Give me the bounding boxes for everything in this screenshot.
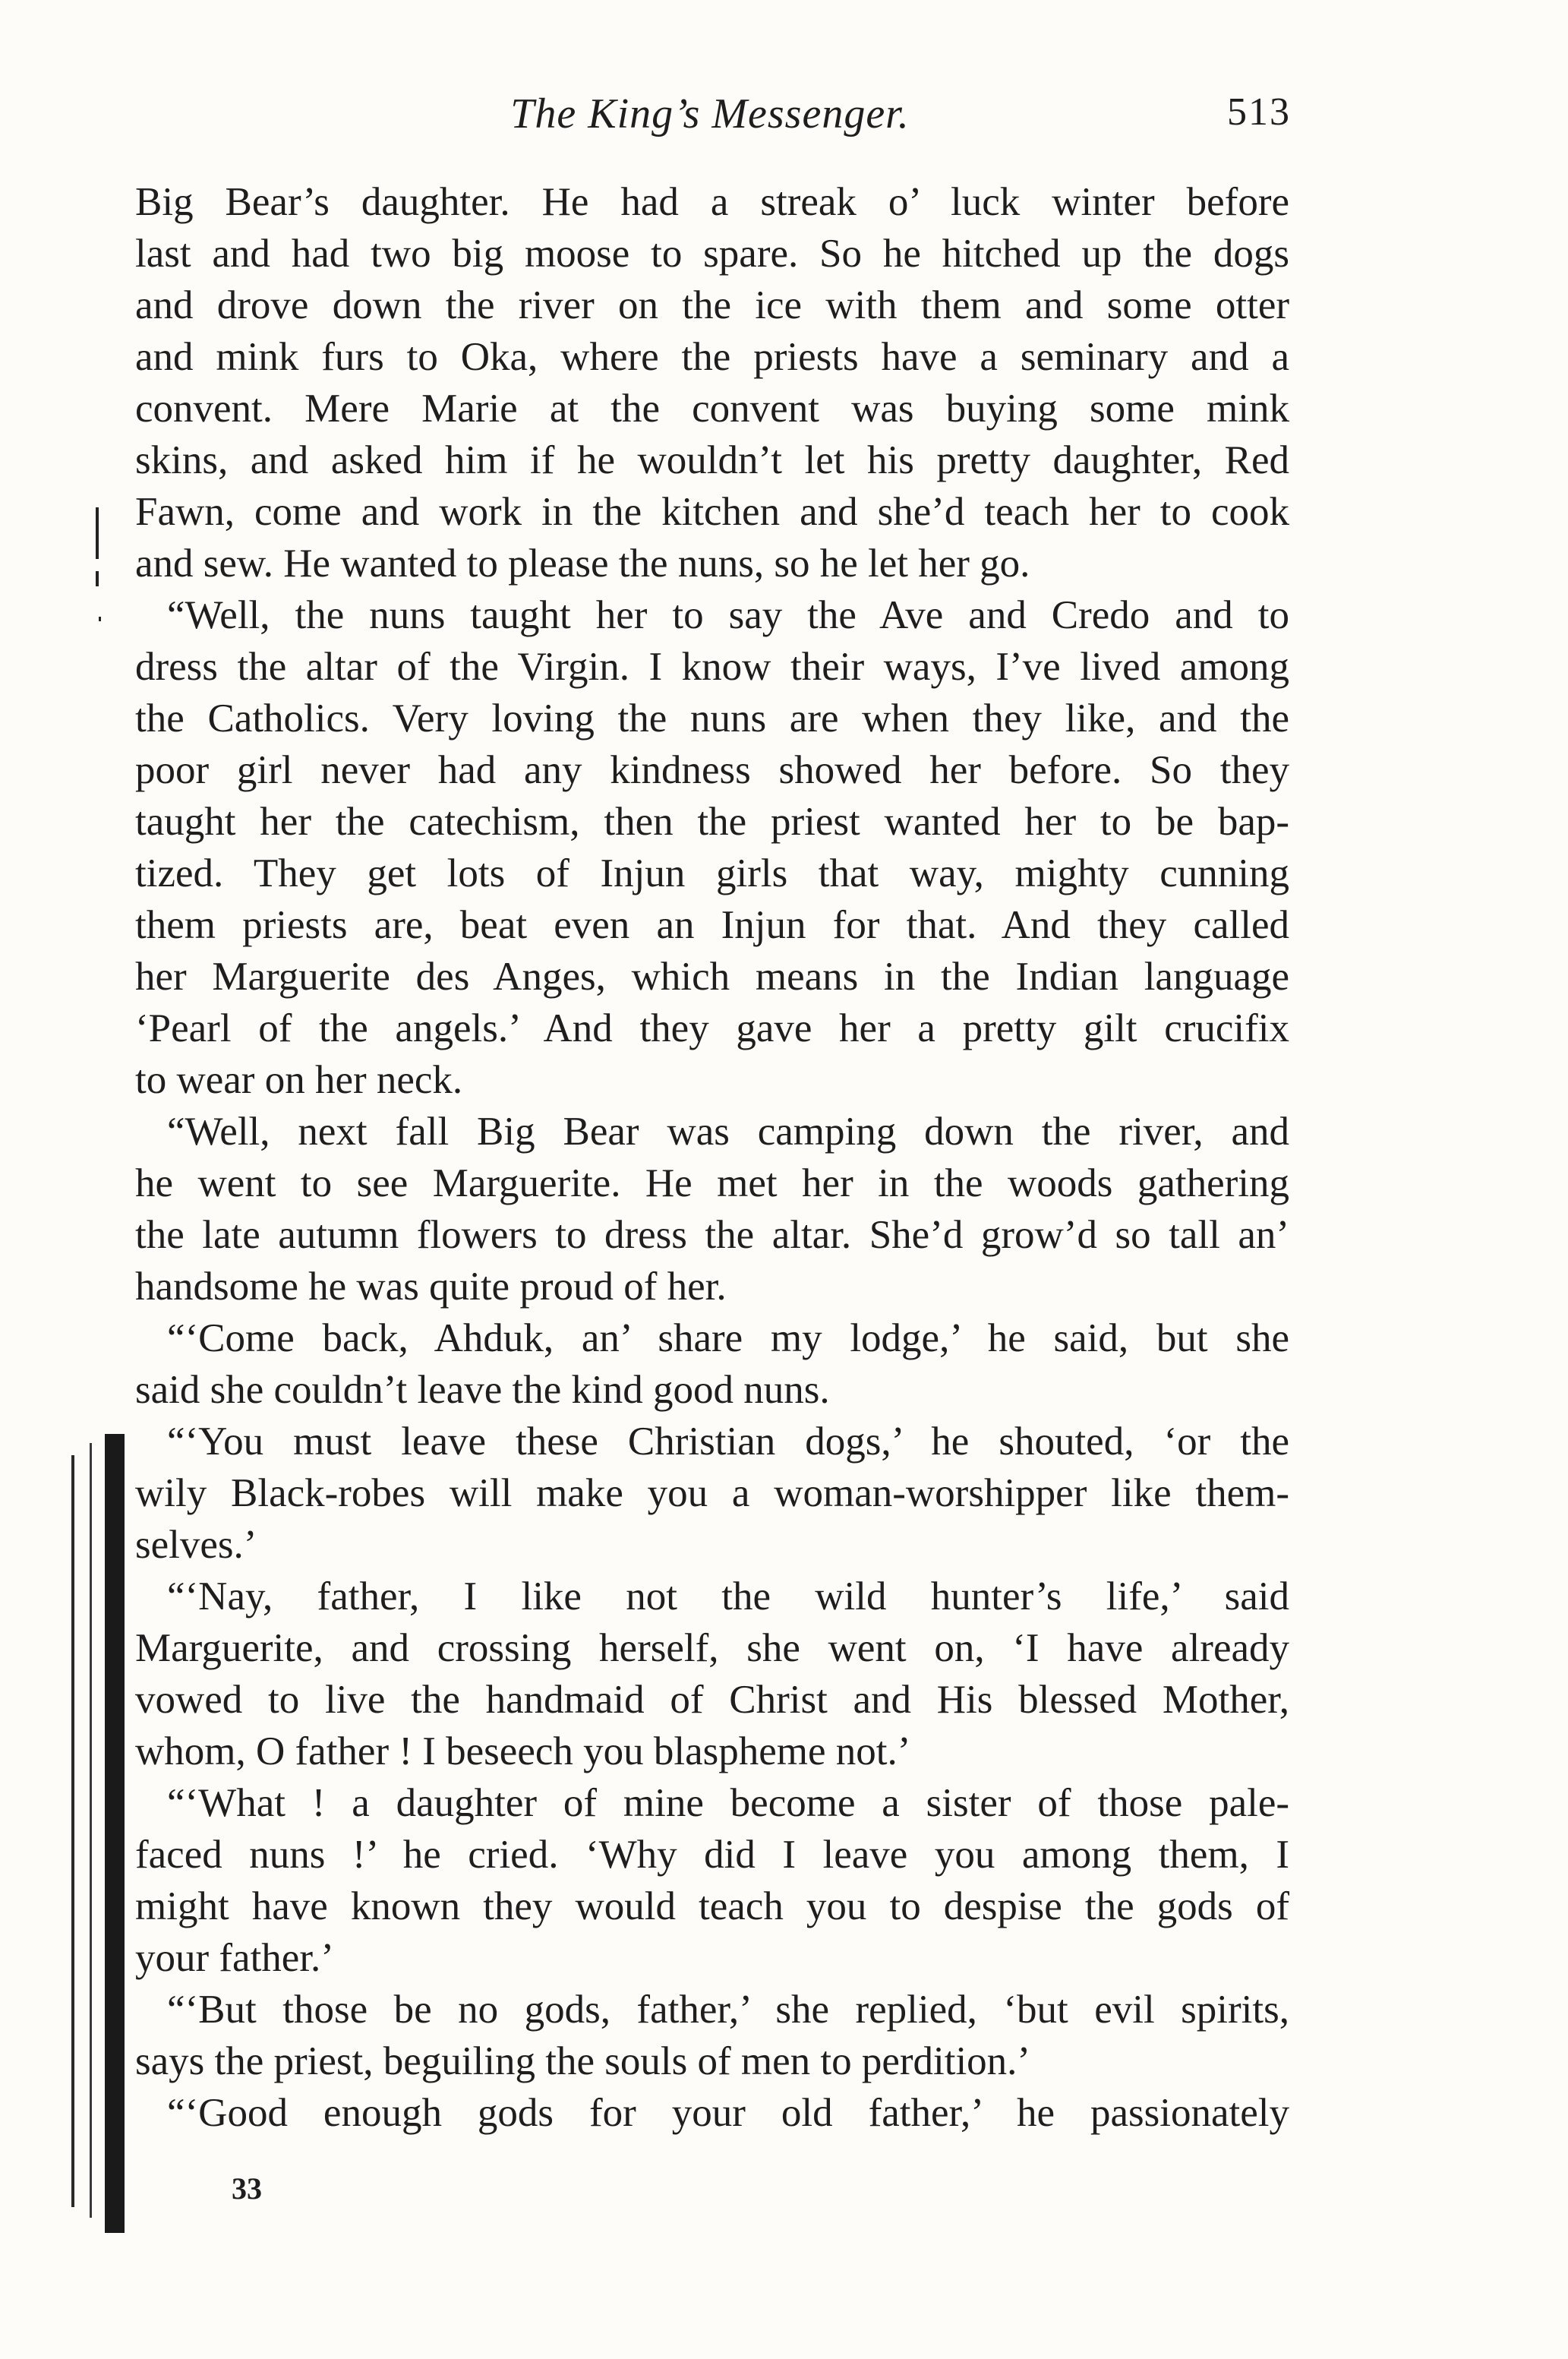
text-line: convent. Mere Marie at the convent was buying some mink	[135, 387, 1289, 431]
text-line: tized. They get lots of Injun girls that way, mighty cunning	[135, 851, 1289, 895]
margin-scan-bar	[71, 1455, 74, 2207]
text-line: wily Black-robes will make you a woman-worshipper like them-	[135, 1471, 1289, 1515]
text-line: and mink furs to Oka, where the priests have a seminary and a	[135, 335, 1289, 379]
running-head	[129, 90, 1291, 150]
text-line: dress the altar of the Virgin. I know their ways, I’ve lived among	[135, 645, 1289, 689]
signature-mark: 33	[232, 2171, 262, 2206]
text-line: whom, O father ! I beseech you blaspheme not.’	[135, 1729, 911, 1773]
text-line: poor girl never had any kindness showed her before. So they	[135, 748, 1289, 792]
text-line: the late autumn flowers to dress the altar. She’d grow’d so tall an’	[135, 1213, 1289, 1257]
text-line: Marguerite, and crossing herself, she went on, ‘I have already	[135, 1626, 1289, 1670]
text-line: “Well, the nuns taught her to say the Ave and Credo and to	[167, 593, 1289, 637]
text-line: vowed to live the handmaid of Christ and His blessed Mother,	[135, 1678, 1289, 1722]
text-line: and drove down the river on the ice with them and some otter	[135, 283, 1289, 327]
margin-mark	[99, 617, 101, 621]
text-line: Fawn, come and work in the kitchen and she’d teach her to cook	[135, 490, 1289, 534]
margin-mark	[96, 571, 99, 586]
text-line: her Marguerite des Anges, which means in the Indian language	[135, 955, 1289, 999]
text-line: “‘You must leave these Christian dogs,’ he shouted, ‘or the	[167, 1420, 1289, 1464]
text-line: “‘Nay, father, I like not the wild hunter’s life,’ said	[167, 1574, 1289, 1618]
text-line: handsome he was quite proud of her.	[135, 1265, 727, 1309]
body-text	[135, 176, 1289, 2139]
margin-scan-bar	[90, 1443, 92, 2218]
text-line: “‘Come back, Ahduk, an’ share my lodge,’ he said, but she	[167, 1316, 1289, 1360]
text-line: “‘What ! a daughter of mine become a sister of those pale-	[167, 1781, 1289, 1825]
page-number: 513	[1227, 90, 1291, 134]
running-title: The King’s Messenger.	[510, 90, 910, 137]
text-line: skins, and asked him if he wouldn’t let his pretty daughter, Red	[135, 438, 1289, 482]
text-line: “‘But those be no gods, father,’ she replied, ‘but evil spirits,	[167, 1988, 1289, 2032]
text-line: faced nuns !’ he cried. ‘Why did I leave you among them, I	[135, 1833, 1289, 1877]
text-line: your father.’	[135, 1936, 334, 1980]
text-line: selves.’	[135, 1523, 257, 1567]
text-line: the Catholics. Very loving the nuns are when they like, and the	[135, 696, 1289, 741]
text-line: them priests are, beat even an Injun for that. And they called	[135, 903, 1289, 947]
text-line: says the priest, beguiling the souls of men to perdition.’	[135, 2039, 1031, 2083]
text-line: he went to see Marguerite. He met her in the woods gathering	[135, 1161, 1289, 1205]
text-line: Big Bear’s daughter. He had a streak o’ luck winter before	[135, 180, 1289, 224]
text-line: taught her the catechism, then the priest wanted her to be bap-	[135, 800, 1289, 844]
text-line: last and had two big moose to spare. So he hitched up the dogs	[135, 232, 1289, 276]
text-line: ‘Pearl of the angels.’ And they gave her a pretty gilt crucifix	[135, 1006, 1289, 1050]
text-line: to wear on her neck.	[135, 1058, 463, 1102]
text-line: “Well, next fall Big Bear was camping down the river, and	[167, 1110, 1289, 1154]
text-line: might have known they would teach you to despise the gods of	[135, 1884, 1289, 1928]
text-line: “‘Good enough gods for your old father,’ he passionately	[167, 2091, 1289, 2135]
margin-scan-bar	[105, 1434, 125, 2233]
margin-mark	[96, 507, 99, 559]
text-line: and sew. He wanted to please the nuns, so he let her go.	[135, 542, 1030, 586]
text-line: said she couldn’t leave the kind good nuns.	[135, 1368, 830, 1412]
